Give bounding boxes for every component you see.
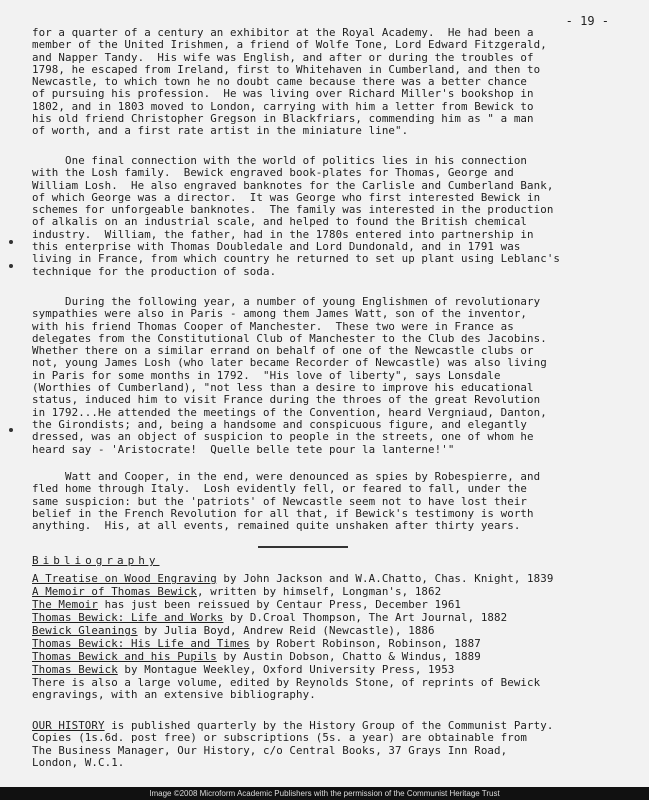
bibliography-entry <box>32 612 626 624</box>
entry-details: by John Jackson and W.A.Chatto, Chas. Knight, 1839 <box>216 572 554 585</box>
bibliography-entry <box>32 638 626 650</box>
bibliography-entry <box>32 586 626 598</box>
entry-title: Bewick Gleanings <box>32 624 138 637</box>
entry-details: by D.Croal Thompson, The Art Journal, 1882 <box>223 611 508 624</box>
notice-title: OUR HISTORY <box>32 719 105 732</box>
entry-details: , written by himself, Longman's, 1862 <box>197 585 442 598</box>
entry-title: Thomas Bewick and his Pupils <box>32 650 217 663</box>
bibliography-entry <box>32 664 626 676</box>
bibliography-entry <box>32 573 626 585</box>
entry-title: Thomas Bewick <box>32 663 118 676</box>
entry-details: has just been reissued by Centaur Press, December 1961 <box>98 598 462 611</box>
entry-title: Thomas Bewick: His Life and Times <box>32 637 250 650</box>
entry-title: A Memoir of Thomas Bewick <box>32 585 198 598</box>
bibliography-entry <box>32 599 626 611</box>
margin-dot <box>9 428 13 432</box>
page-number: - 19 - <box>565 14 609 28</box>
bibliography-entry <box>32 625 626 637</box>
entry-title: A Treatise on Wood Engraving <box>32 572 217 585</box>
bibliography-entry <box>32 651 626 663</box>
bibliography-note: There is also a large volume, edited by Reynolds Stone, of reprints of Bewick engravings, with an extensive bibliography. <box>32 676 541 702</box>
paragraph-4: Watt and Cooper, in the end, were denounced as spies by Robespierre, and fled home through Italy. Losh evidently fell, or feared to fall, under the same suspicion: but the 'patriots' of Newcastle seem not to have lost their belief in the French Revolution for all that, if Bewick's testimony is worth anything. His, at all events, remained quite unshaken after thirty years. <box>32 470 541 533</box>
margin-dot <box>9 240 13 244</box>
notice-text: is published quarterly by the History Group of the Communist Party. Copies (1s.6d. post free) or subscriptions (5s. a year) are obtainable from The Business Manager, Our History, c/o Central Books, 37 Grays Inn Road, London, W.C.1. <box>32 719 554 769</box>
entry-details: by Austin Dobson, Chatto & Windus, 1889 <box>216 650 481 663</box>
paragraph-2: One final connection with the world of politics lies in his connection with the Losh family. Bewick engraved book-plates for Thomas, George and William Losh. He also engraved banknotes for the Carlisle and Cumberland Bank, of which George was a director. It was George who first interested Bewick in schemes for unforgeable banknotes. The family was interested in the production of alkalis on an industrial scale, and helped to found the British chemical industry. William, the father, had in the 1780s entered into partnership in this enterprise with Thomas Doubledale and Lord Dundonald, and in 1791 was living in France, from which country he returned to set up plant using Leblanc's technique for the production of soda. <box>32 154 561 278</box>
publication-notice <box>32 720 626 769</box>
paragraph-1: for a quarter of a century an exhibitor at the Royal Academy. He had been a member of the United Irishmen, a friend of Wolfe Tone, Lord Edward Fitzgerald, and Napper Tandy. His wife was English, and after or during the troubles of 1798, he escaped from Ireland, first to Whitehaven in Cumberland, and then to Newcastle, to which town he no doubt came because there was a better chance of pursuing his profession. He was living over Richard Miller's bookshop in 1802, and in 1803 moved to London, carrying with him a letter from Bewick to his old friend Christopher Gregson in Blackfriars, commending him as " a man of worth, and a first rate artist in the miniature line". <box>32 26 547 138</box>
entry-details: by Montague Weekley, Oxford University Press, 1953 <box>117 663 455 676</box>
margin-dot <box>9 264 13 268</box>
entry-details: by Robert Robinson, Robinson, 1887 <box>249 637 481 650</box>
paragraph-3: During the following year, a number of young Englishmen of revolutionary sympathies were also in Paris - among them James Watt, son of the inventor, with his friend Thomas Cooper of Manchester. These two were in France as delegates from the Constitutional Club of Manchester to the Club des Jacobins. Whether there on a similar errand on behalf of one of the Newcastle clubs or not, young James Losh (who later became Recorder of Newcastle) was also living in Paris for some months in 1792. "His love of liberty", says Lonsdale (Worthies of Cumberland), "not less than a desire to improve his educational status, induced him to visit France during the throes of the great Revolution in 1792...He attended the meetings of the Convention, heard Vergniaud, Danton, the Girondists; and, being a handsome and conspicuous figure, and elegantly dressed, was an object of suspicion to people in the streets, one of whom he heard say - 'Aristocrate! Quelle belle tete pour la lanterne!'" <box>32 295 547 456</box>
entry-title: The Memoir <box>32 598 99 611</box>
entry-details: by Julia Boyd, Andrew Reid (Newcastle), 1886 <box>137 624 435 637</box>
copyright-footer: Image ©2008 Microform Academic Publishers with the permission of the Communist Heritage Trust <box>0 787 649 800</box>
bibliography-heading: Bibliography <box>32 554 160 567</box>
entry-title: Thomas Bewick: Life and Works <box>32 611 224 624</box>
section-divider <box>258 546 348 548</box>
